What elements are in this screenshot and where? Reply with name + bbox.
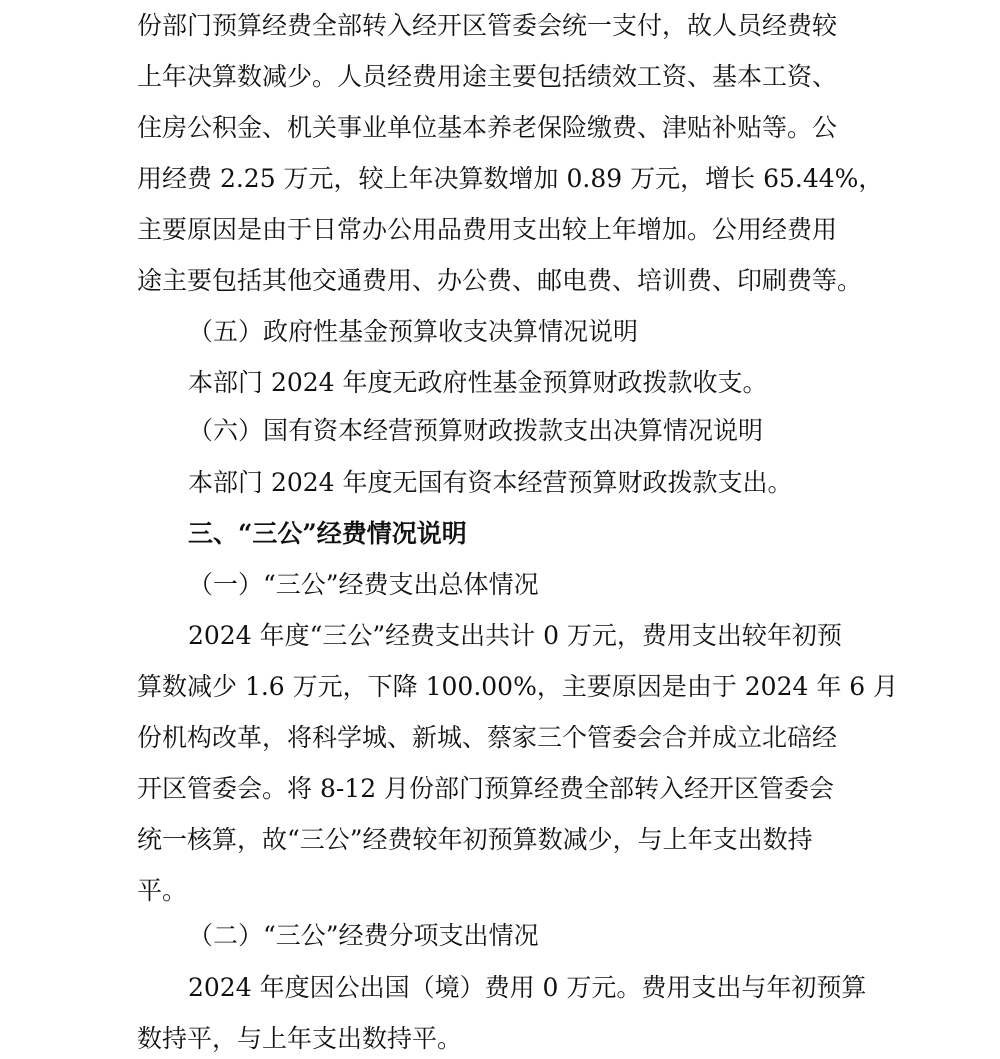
body-text-line: 数持平，与上年支出数持平。 — [137, 1024, 463, 1053]
subsection-heading-1: （一）“三公”经费支出总体情况 — [188, 570, 539, 599]
body-text-line: 算数减少 1.6 万元，下降 100.00%，主要原因是由于 2024 年 6 月 — [137, 672, 899, 701]
body-text-line: 开区管委会。将 8-12 月份部门预算经费全部转入经开区管委会 — [137, 774, 835, 803]
body-text-line: 平。 — [137, 876, 188, 905]
body-text-line: 上年决算数减少。人员经费用途主要包括绩效工资、基本工资、 — [137, 62, 838, 91]
body-text-line: 2024 年度“三公”经费支出共计 0 万元，费用支出较年初预 — [188, 621, 842, 650]
section-heading-3: 三、“三公”经费情况说明 — [188, 519, 467, 548]
body-text-line: 主要原因是由于日常办公用品费用支出较上年增加。公用经费用 — [137, 215, 838, 244]
body-text-line: 住房公积金、机关事业单位基本养老保险缴费、津贴补贴等。公 — [137, 113, 838, 142]
subsection-heading-2: （二）“三公”经费分项支出情况 — [188, 921, 539, 950]
body-text-line: 本部门 2024 年度无国有资本经营预算财政拨款支出。 — [188, 468, 793, 497]
subsection-heading-6: （六）国有资本经营预算财政拨款支出决算情况说明 — [188, 416, 764, 445]
body-text-line: 用经费 2.25 万元，较上年决算数增加 0.89 万元，增长 65.44%， — [137, 164, 884, 193]
body-text-line: 途主要包括其他交通费用、办公费、邮电费、培训费、印刷费等。 — [137, 266, 863, 295]
body-text-line: 本部门 2024 年度无政府性基金预算财政拨款收支。 — [188, 368, 768, 397]
body-text-line: 2024 年度因公出国（境）费用 0 万元。费用支出与年初预算 — [188, 973, 867, 1002]
subsection-heading-5: （五）政府性基金预算收支决算情况说明 — [188, 317, 639, 346]
body-text-line: 份部门预算经费全部转入经开区管委会统一支付，故人员经费较 — [137, 11, 838, 40]
body-text-line: 份机构改革，将科学城、新城、蔡家三个管委会合并成立北碚经 — [137, 723, 838, 752]
body-text-line: 统一核算，故“三公”经费较年初预算数减少，与上年支出数持 — [137, 825, 813, 854]
